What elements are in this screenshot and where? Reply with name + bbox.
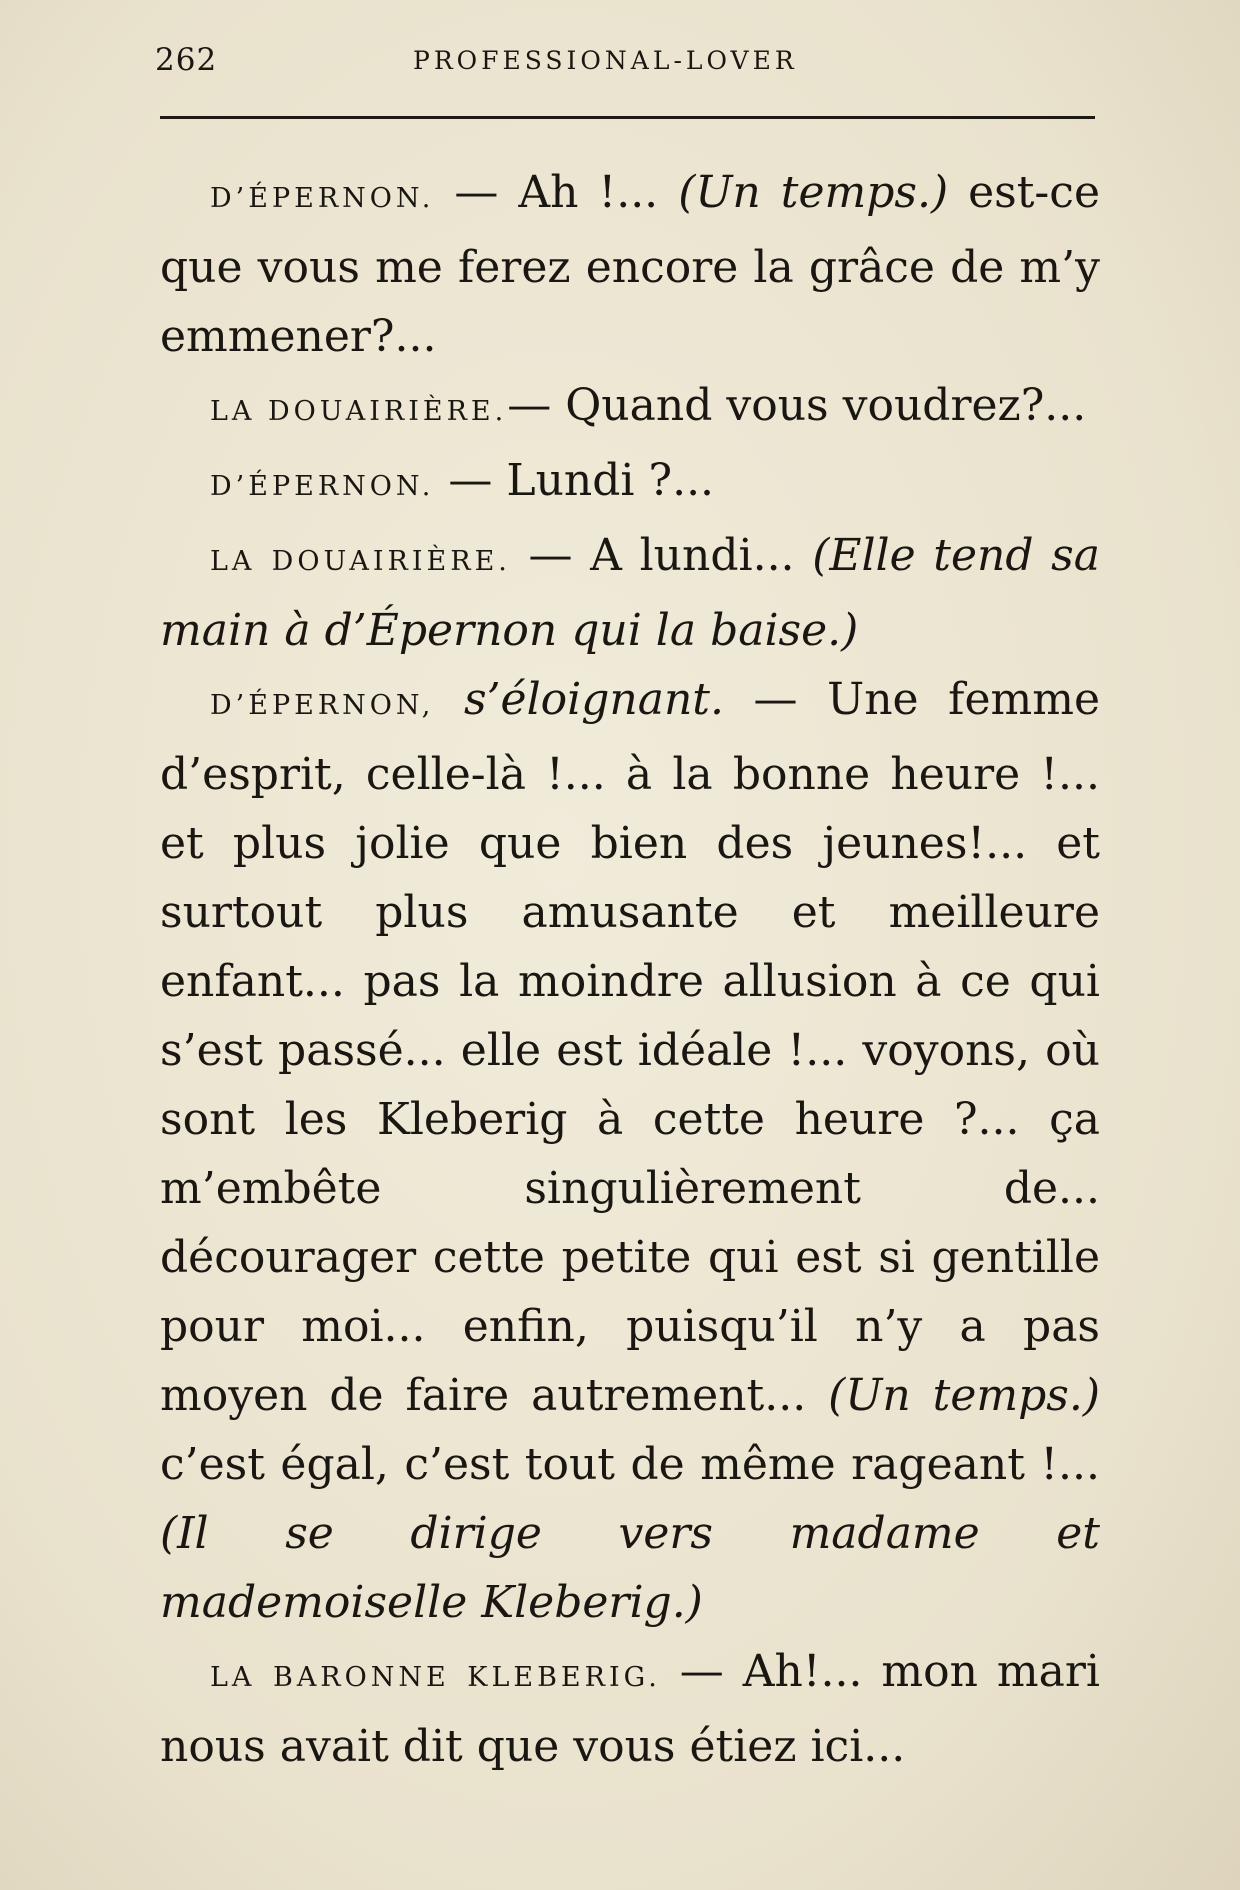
stage-direction: (Elle tend sa main à d’Épernon qui la baise.) [160,530,1100,656]
speech-text: Lundi ?... [506,455,715,506]
dialogue-paragraph [160,446,1100,521]
page-number: 262 [155,42,218,78]
dash: — [510,530,591,581]
dialogue-paragraph [160,521,1100,665]
speech-text: A lundi... [590,530,813,581]
body-text [160,158,1100,1781]
speech-text: c’est égal, c’est tout de même rageant !... [160,1439,1100,1490]
dash: — [723,674,828,725]
speech-text: Ah !... [518,167,679,218]
speaker-name: LA DOUAIRIÈRE. [210,396,508,427]
stage-direction: (Il se dirige vers madame et mademoiselle Kleberig.) [160,1508,1100,1628]
dialogue-paragraph [160,371,1100,446]
running-title: PROFESSIONAL-LOVER [413,46,798,75]
stage-direction: (Un temps.) [828,1370,1100,1421]
speaker-name: LA BARONNE KLEBERIG. [210,1662,661,1693]
speech-text: Une femme d’esprit, celle-là !... à la bonne heure !... et plus jolie que bien des jeunes!... et surtout plus amusante et meilleure enfant... pas la moindre allusion à ce qui s’est passé... elle est idéale !... voyons, où sont les Kleberig à cette heure ?... ça m’embête singulièrement de... décourager cette petite qui est si gentille pour moi... enfin, puisqu’il n’y a pas moyen de faire autrement... [160,674,1100,1421]
stage-direction: (Un temps.) [678,167,949,218]
speech-text: est-ce que vous me ferez encore la grâce de m’y emmener?... [160,167,1100,362]
dialogue-paragraph [160,158,1100,371]
speaker-name: D’ÉPERNON. [210,183,435,214]
speaker-note: s’éloignant. [463,674,724,725]
speech-text: Quand vous voudrez?... [565,380,1087,431]
dash: — [507,380,566,431]
speaker-name: D’ÉPERNON. [210,471,435,502]
speech-text: Ah!... mon mari nous avait dit que vous étiez ici... [160,1646,1100,1772]
header-rule [160,116,1095,119]
dialogue-paragraph [160,1637,1100,1781]
dash: — [660,1646,743,1697]
speaker-name: D’ÉPERNON, [210,690,435,721]
dash: — [434,455,507,506]
speaker-name: LA DOUAIRIÈRE. [210,546,511,577]
page-header [155,42,1095,82]
dialogue-paragraph [160,665,1100,1637]
dash: — [434,167,519,218]
